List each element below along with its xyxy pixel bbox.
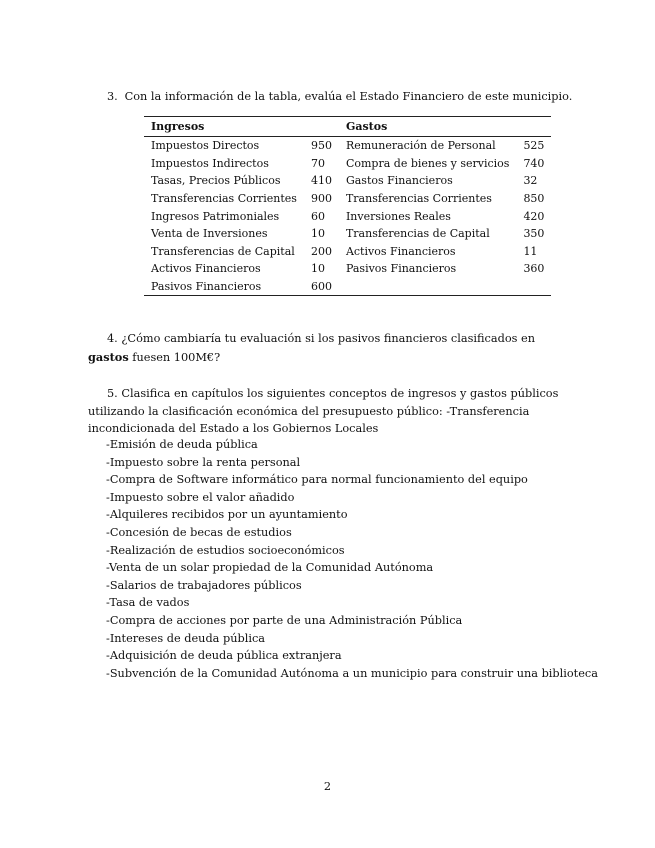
question-5 <box>88 385 568 438</box>
list-item: -Compra de acciones por parte de una Administración Pública <box>106 613 463 627</box>
list-item: -Realización de estudios socioeconómicos <box>106 543 345 557</box>
gasto-label: Remuneración de Personal <box>345 139 496 153</box>
page-number: 2 <box>323 780 332 793</box>
question-3 <box>107 90 572 103</box>
gasto-label: Gastos Financieros <box>345 174 453 188</box>
gasto-value: 360 <box>523 262 545 276</box>
ingreso-label: Venta de Inversiones <box>151 227 268 241</box>
gasto-label <box>339 278 516 296</box>
ingreso-label: Pasivos Financieros <box>151 280 262 294</box>
ingreso-label: Activos Financieros <box>151 262 261 276</box>
table-row <box>144 137 551 155</box>
ingreso-value: 70 <box>310 156 325 170</box>
gasto-value: 850 <box>523 192 545 206</box>
ingreso-value: 10 <box>310 227 325 241</box>
question-5-number: 5. <box>107 387 118 400</box>
gasto-label: Pasivos Financieros <box>345 262 457 276</box>
ingreso-label: Impuestos Indirectos <box>151 156 269 170</box>
table-header-row <box>144 117 551 137</box>
question-3-number: 3. <box>107 90 118 103</box>
gasto-value: 525 <box>523 139 545 153</box>
gasto-value: 350 <box>523 227 545 241</box>
gasto-value <box>516 278 551 296</box>
table-row <box>144 225 551 243</box>
financial-table <box>144 116 551 296</box>
list-item: -Impuesto sobre la renta personal <box>106 455 301 469</box>
header-gastos-value <box>516 117 551 137</box>
ingreso-value: 600 <box>310 280 332 294</box>
table-row <box>144 260 551 278</box>
gasto-value: 32 <box>523 174 538 188</box>
header-ingresos: Ingresos <box>144 117 304 137</box>
table-row <box>144 207 551 225</box>
question-4-text-after: fuesen 100M€? <box>132 351 221 364</box>
gasto-label: Inversiones Reales <box>345 209 451 223</box>
ingreso-value: 10 <box>310 262 325 276</box>
ingreso-label: Transferencias de Capital <box>151 244 295 258</box>
list-item: -Alquileres recibidos por un ayuntamiento <box>106 508 348 522</box>
question-3-text: Con la información de la tabla, evalúa el Estado Financiero de este municipio. <box>124 90 573 103</box>
concepts-list <box>106 436 598 682</box>
ingreso-value: 900 <box>310 192 332 206</box>
list-item: -Compra de Software informático para normal funcionamiento del equipo <box>106 473 528 487</box>
question-4-bold-word: gastos <box>88 350 129 364</box>
ingreso-label: Impuestos Directos <box>151 139 260 153</box>
gasto-label: Activos Financieros <box>345 244 456 258</box>
question-4-number: 4. <box>107 332 118 345</box>
list-item: -Subvención de la Comunidad Autónoma a un municipio para construir una biblioteca <box>106 666 598 680</box>
list-item: -Concesión de becas de estudios <box>106 525 292 539</box>
ingreso-label: Ingresos Patrimoniales <box>151 209 280 223</box>
ingreso-value: 200 <box>310 244 332 258</box>
list-item: -Venta de un solar propiedad de la Comunidad Autónoma <box>106 561 434 575</box>
ingreso-label: Transferencias Corrientes <box>151 192 297 206</box>
header-ingresos-value <box>304 117 339 137</box>
ingreso-value: 410 <box>310 174 332 188</box>
question-4-text-before: ¿Cómo cambiaría tu evaluación si los pasivos financieros clasificados en <box>121 332 535 345</box>
list-item: -Adquisición de deuda pública extranjera <box>106 649 342 663</box>
gasto-value: 11 <box>523 244 538 258</box>
gasto-label: Compra de bienes y servicios <box>345 156 510 170</box>
header-gastos: Gastos <box>339 117 516 137</box>
table-row <box>144 243 551 261</box>
table-row <box>144 155 551 173</box>
list-item: -Salarios de trabajadores públicos <box>106 578 302 592</box>
table-row <box>144 172 551 190</box>
list-item: -Intereses de deuda pública <box>106 631 266 645</box>
table-row <box>144 190 551 208</box>
gasto-value: 740 <box>523 156 545 170</box>
ingreso-value: 950 <box>310 139 332 153</box>
ingreso-value: 60 <box>310 209 325 223</box>
gasto-value: 420 <box>523 209 545 223</box>
table-row <box>144 278 551 296</box>
question-5-text: Clasifica en capítulos los siguientes conceptos de ingresos y gastos públicos utilizando la clasificación económica del presupuesto público: -Transferencia incondicionada del Estado a los Gobiernos Locales <box>88 387 559 436</box>
list-item: -Emisión de deuda pública <box>106 438 258 451</box>
gasto-label: Transferencias de Capital <box>345 227 490 241</box>
list-item: -Impuesto sobre el valor añadido <box>106 490 295 504</box>
question-4 <box>88 330 568 367</box>
gasto-label: Transferencias Corrientes <box>345 192 492 206</box>
list-item: -Tasa de vados <box>106 596 190 610</box>
ingreso-label: Tasas, Precios Públicos <box>151 174 281 188</box>
